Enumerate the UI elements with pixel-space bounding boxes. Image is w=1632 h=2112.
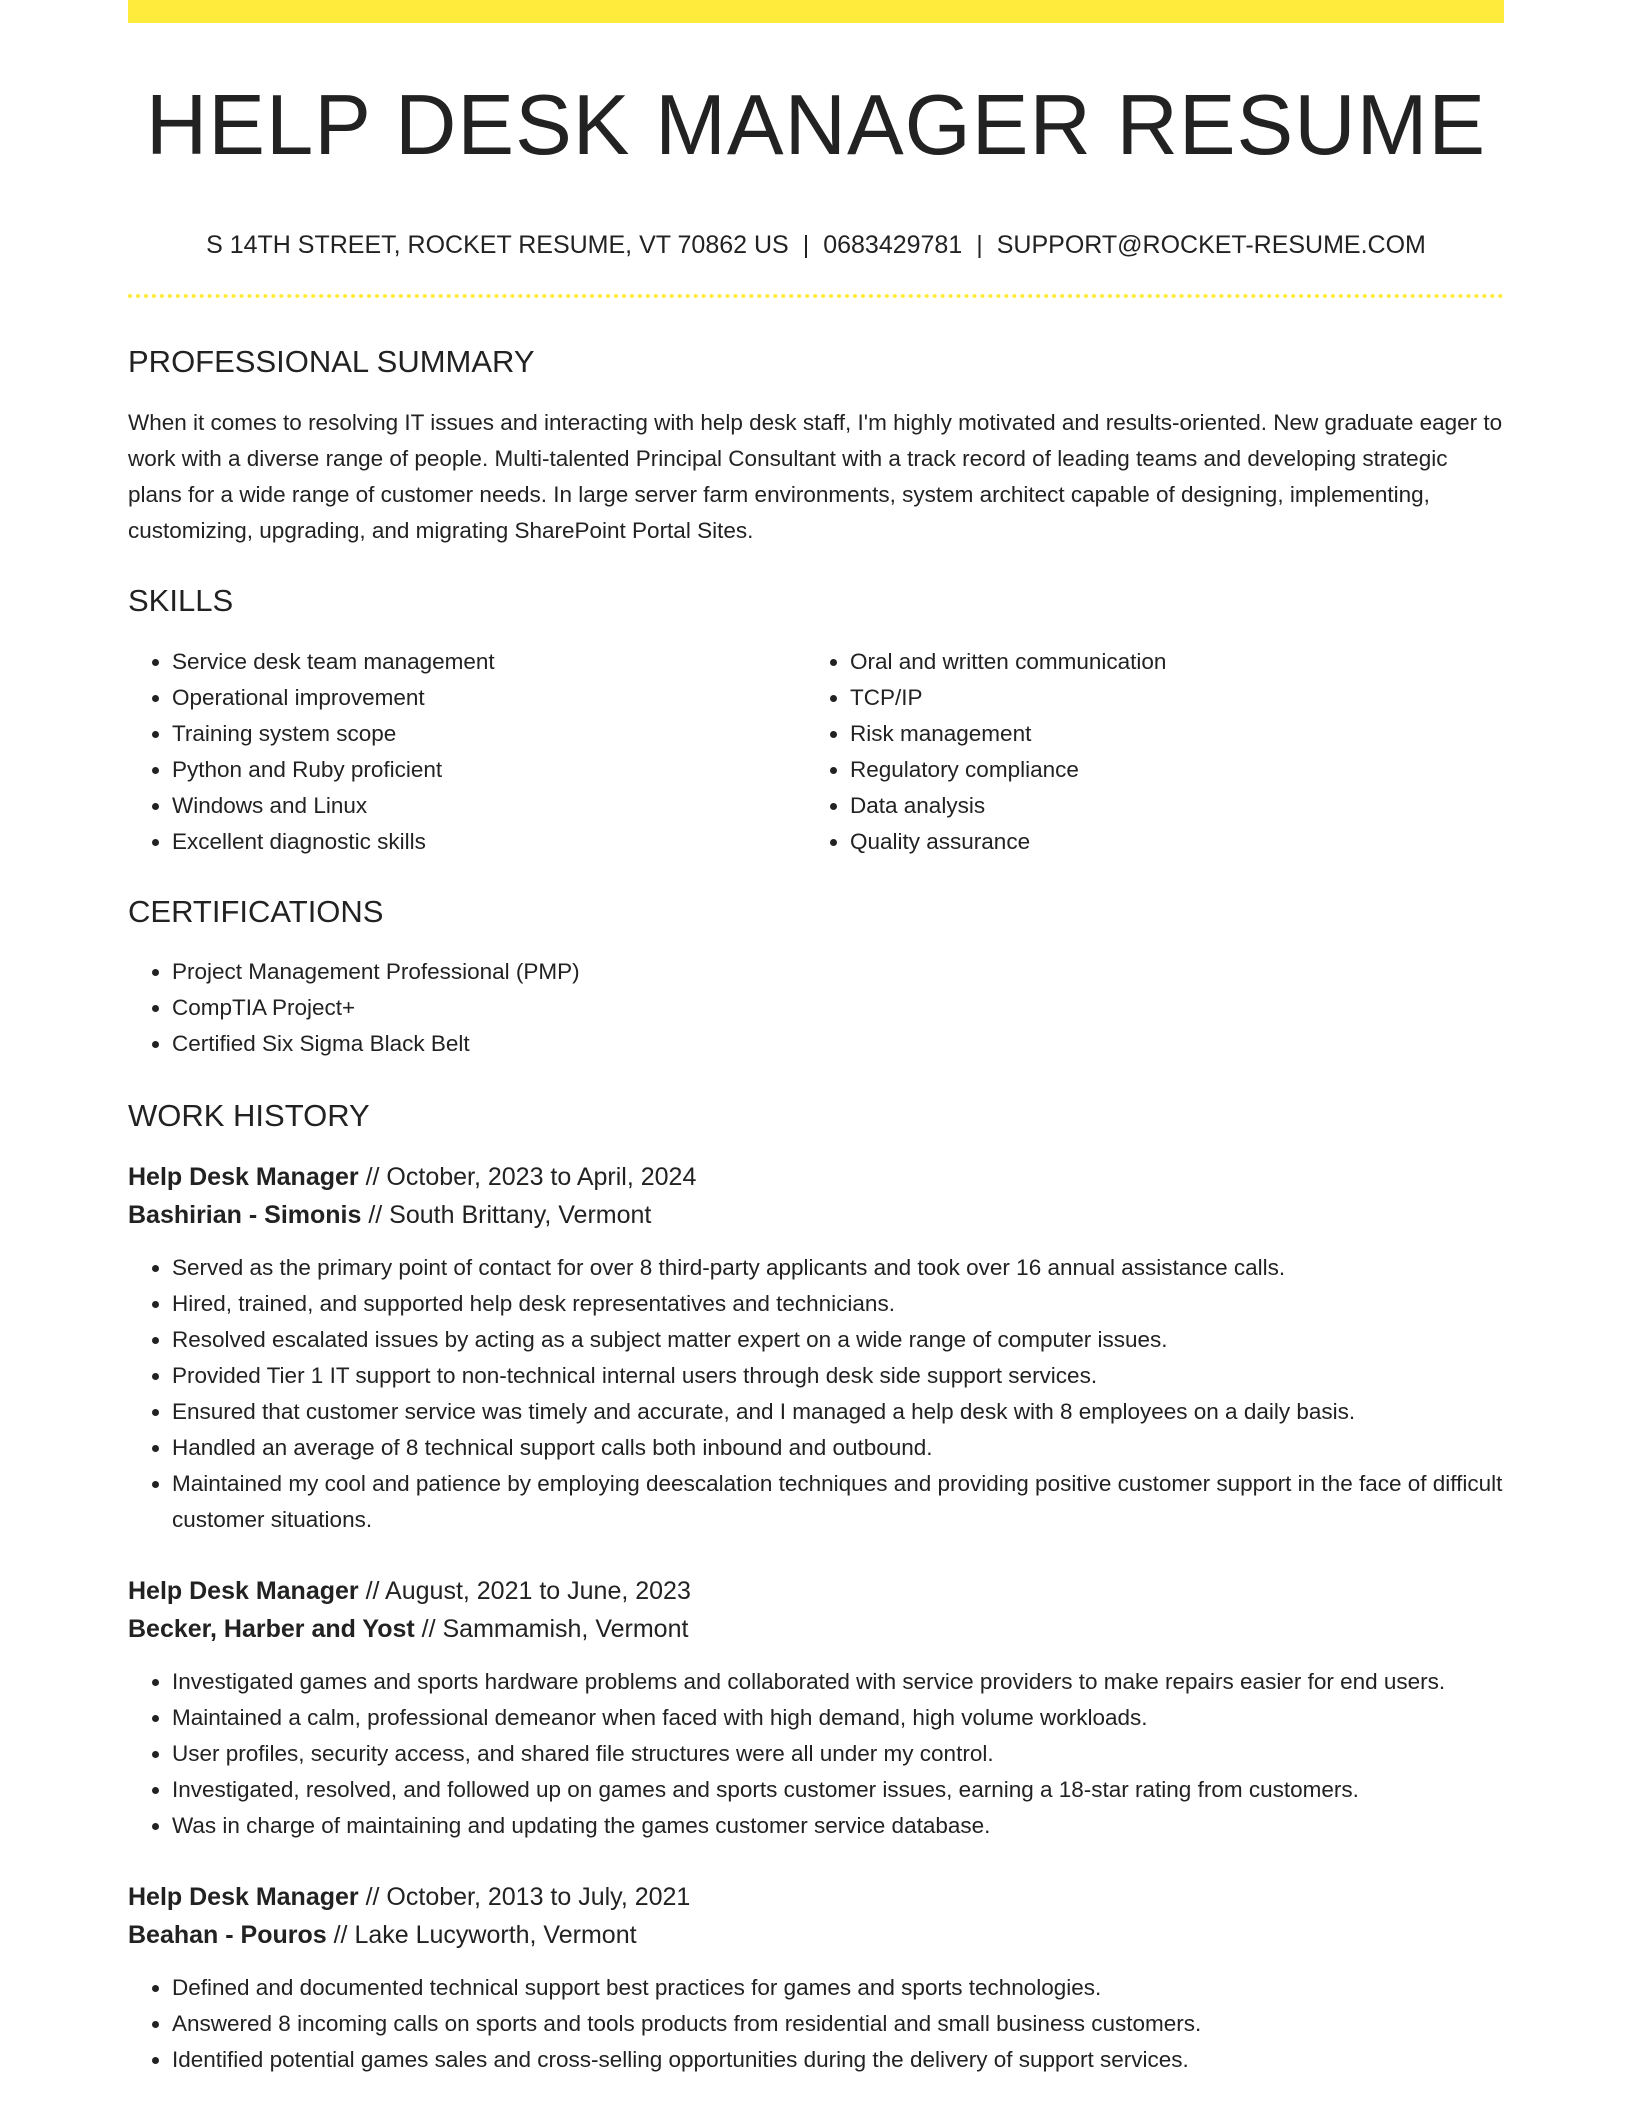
job-dates: // October, 2023 to April, 2024 [365,1163,697,1191]
skill-item: • Oral and written communication [850,644,1484,680]
job-bullet: • Handled an average of 8 technical support calls both inbound and outbound. [172,1430,1504,1466]
job-bullet: • Defined and documented technical support best practices for games and sports technologies. [172,1970,1504,2006]
job-company-line [128,1196,1504,1234]
skill-item: • Service desk team management [172,644,806,680]
job-bullet: • Resolved escalated issues by acting as a subject matter expert on a wide range of computer issues. [172,1322,1504,1358]
job-bullet: • Identified potential games sales and cross-selling opportunities during the delivery of support services. [172,2042,1504,2078]
certifications-heading: CERTIFICATIONS [128,893,384,929]
job-bullet: • Provided Tier 1 IT support to non-technical internal users through desk side support services. [172,1358,1504,1394]
certification-item: • CompTIA Project+ [172,990,1504,1026]
contact-separator: | [976,231,983,260]
contact-email: SUPPORT@ROCKET-RESUME.COM [996,231,1426,260]
summary-text: When it comes to resolving IT issues and interacting with help desk staff, I'm highly motivated and results-oriented. New graduate eager to work with a diverse range of people. Multi-talented Principal Consultant with a track record of leading teams and developing strategic plans for a wide range of customer needs. In large server farm environments, system architect capable of designing, implementing, customizing, upgrading, and migrating SharePoint Portal Sites. [128,410,1503,544]
job-bullet-list [128,1664,1504,1844]
job-role: Help Desk Manager [128,1883,359,1911]
job-bullet: • Served as the primary point of contact for over 8 third-party applicants and took over 16 annual assistance calls. [172,1250,1504,1286]
job-company-line [128,1610,1504,1648]
skills-list-right [806,644,1484,860]
skill-item: • Python and Ruby proficient [172,752,806,788]
job-entry [128,1158,1504,1538]
job-bullet: • Maintained my cool and patience by employing deescalation techniques and providing positive customer support in the face of difficult customer situations. [172,1466,1504,1538]
job-role-line [128,1878,1504,1916]
contact-phone: 0683429781 [823,231,963,260]
job-location: // Lake Lucyworth, Vermont [333,1921,637,1949]
job-role: Help Desk Manager [128,1163,359,1191]
skill-item: • Training system scope [172,716,806,752]
certifications-list [128,954,1504,1062]
skill-item: • Windows and Linux [172,788,806,824]
job-bullet: • Investigated games and sports hardware problems and collaborated with service providers to make repairs easier for end users. [172,1664,1504,1700]
job-role-line [128,1572,1504,1610]
job-bullet: • Was in charge of maintaining and updating the games customer service database. [172,1808,1504,1844]
resume-page [128,0,1504,2078]
skills-heading: SKILLS [128,583,234,619]
accent-top-bar [128,0,1504,23]
job-bullet: • Ensured that customer service was timely and accurate, and I managed a help desk with 8 employees on a daily basis. [172,1394,1504,1430]
job-location: // South Brittany, Vermont [368,1201,652,1229]
skill-item: • Regulatory compliance [850,752,1484,788]
contact-address: S 14TH STREET, ROCKET RESUME, VT 70862 US [206,231,789,260]
certification-item: • Project Management Professional (PMP) [172,954,1504,990]
job-location: // Sammamish, Vermont [421,1615,689,1643]
resume-title: HELP DESK MANAGER RESUME [145,78,1487,173]
job-entry [128,1572,1504,1844]
contact-line [128,230,1504,260]
job-company-line [128,1916,1504,1954]
skills-list-left [128,644,806,860]
job-bullet: • Maintained a calm, professional demeanor when faced with high demand, high volume workloads. [172,1700,1504,1736]
skill-item: • Excellent diagnostic skills [172,824,806,860]
job-bullet: • Hired, trained, and supported help desk representatives and technicians. [172,1286,1504,1322]
summary-heading: PROFESSIONAL SUMMARY [128,344,535,380]
work-history-heading: WORK HISTORY [128,1097,370,1133]
skill-item: • TCP/IP [850,680,1484,716]
skill-item: • Risk management [850,716,1484,752]
job-bullet-list [128,1970,1504,2078]
job-bullet-list [128,1250,1504,1538]
job-bullet: • Answered 8 incoming calls on sports and tools products from residential and small business customers. [172,2006,1504,2042]
job-dates: // August, 2021 to June, 2023 [365,1577,691,1605]
job-bullet: • Investigated, resolved, and followed up on games and sports customer issues, earning a 18-star rating from customers. [172,1772,1504,1808]
certification-item: • Certified Six Sigma Black Belt [172,1026,1504,1062]
job-bullet: • User profiles, security access, and shared file structures were all under my control. [172,1736,1504,1772]
job-entry [128,1878,1504,2078]
skill-item: • Operational improvement [172,680,806,716]
job-dates: // October, 2013 to July, 2021 [365,1883,691,1911]
skills-grid [128,644,1504,860]
skill-item: • Data analysis [850,788,1484,824]
job-company: Becker, Harber and Yost [128,1615,415,1643]
skill-item: • Quality assurance [850,824,1484,860]
job-company: Bashirian - Simonis [128,1201,362,1229]
dotted-divider [128,294,1504,298]
job-company: Beahan - Pouros [128,1921,327,1949]
job-role-line [128,1158,1504,1196]
contact-separator: | [802,231,810,260]
job-role: Help Desk Manager [128,1577,359,1605]
